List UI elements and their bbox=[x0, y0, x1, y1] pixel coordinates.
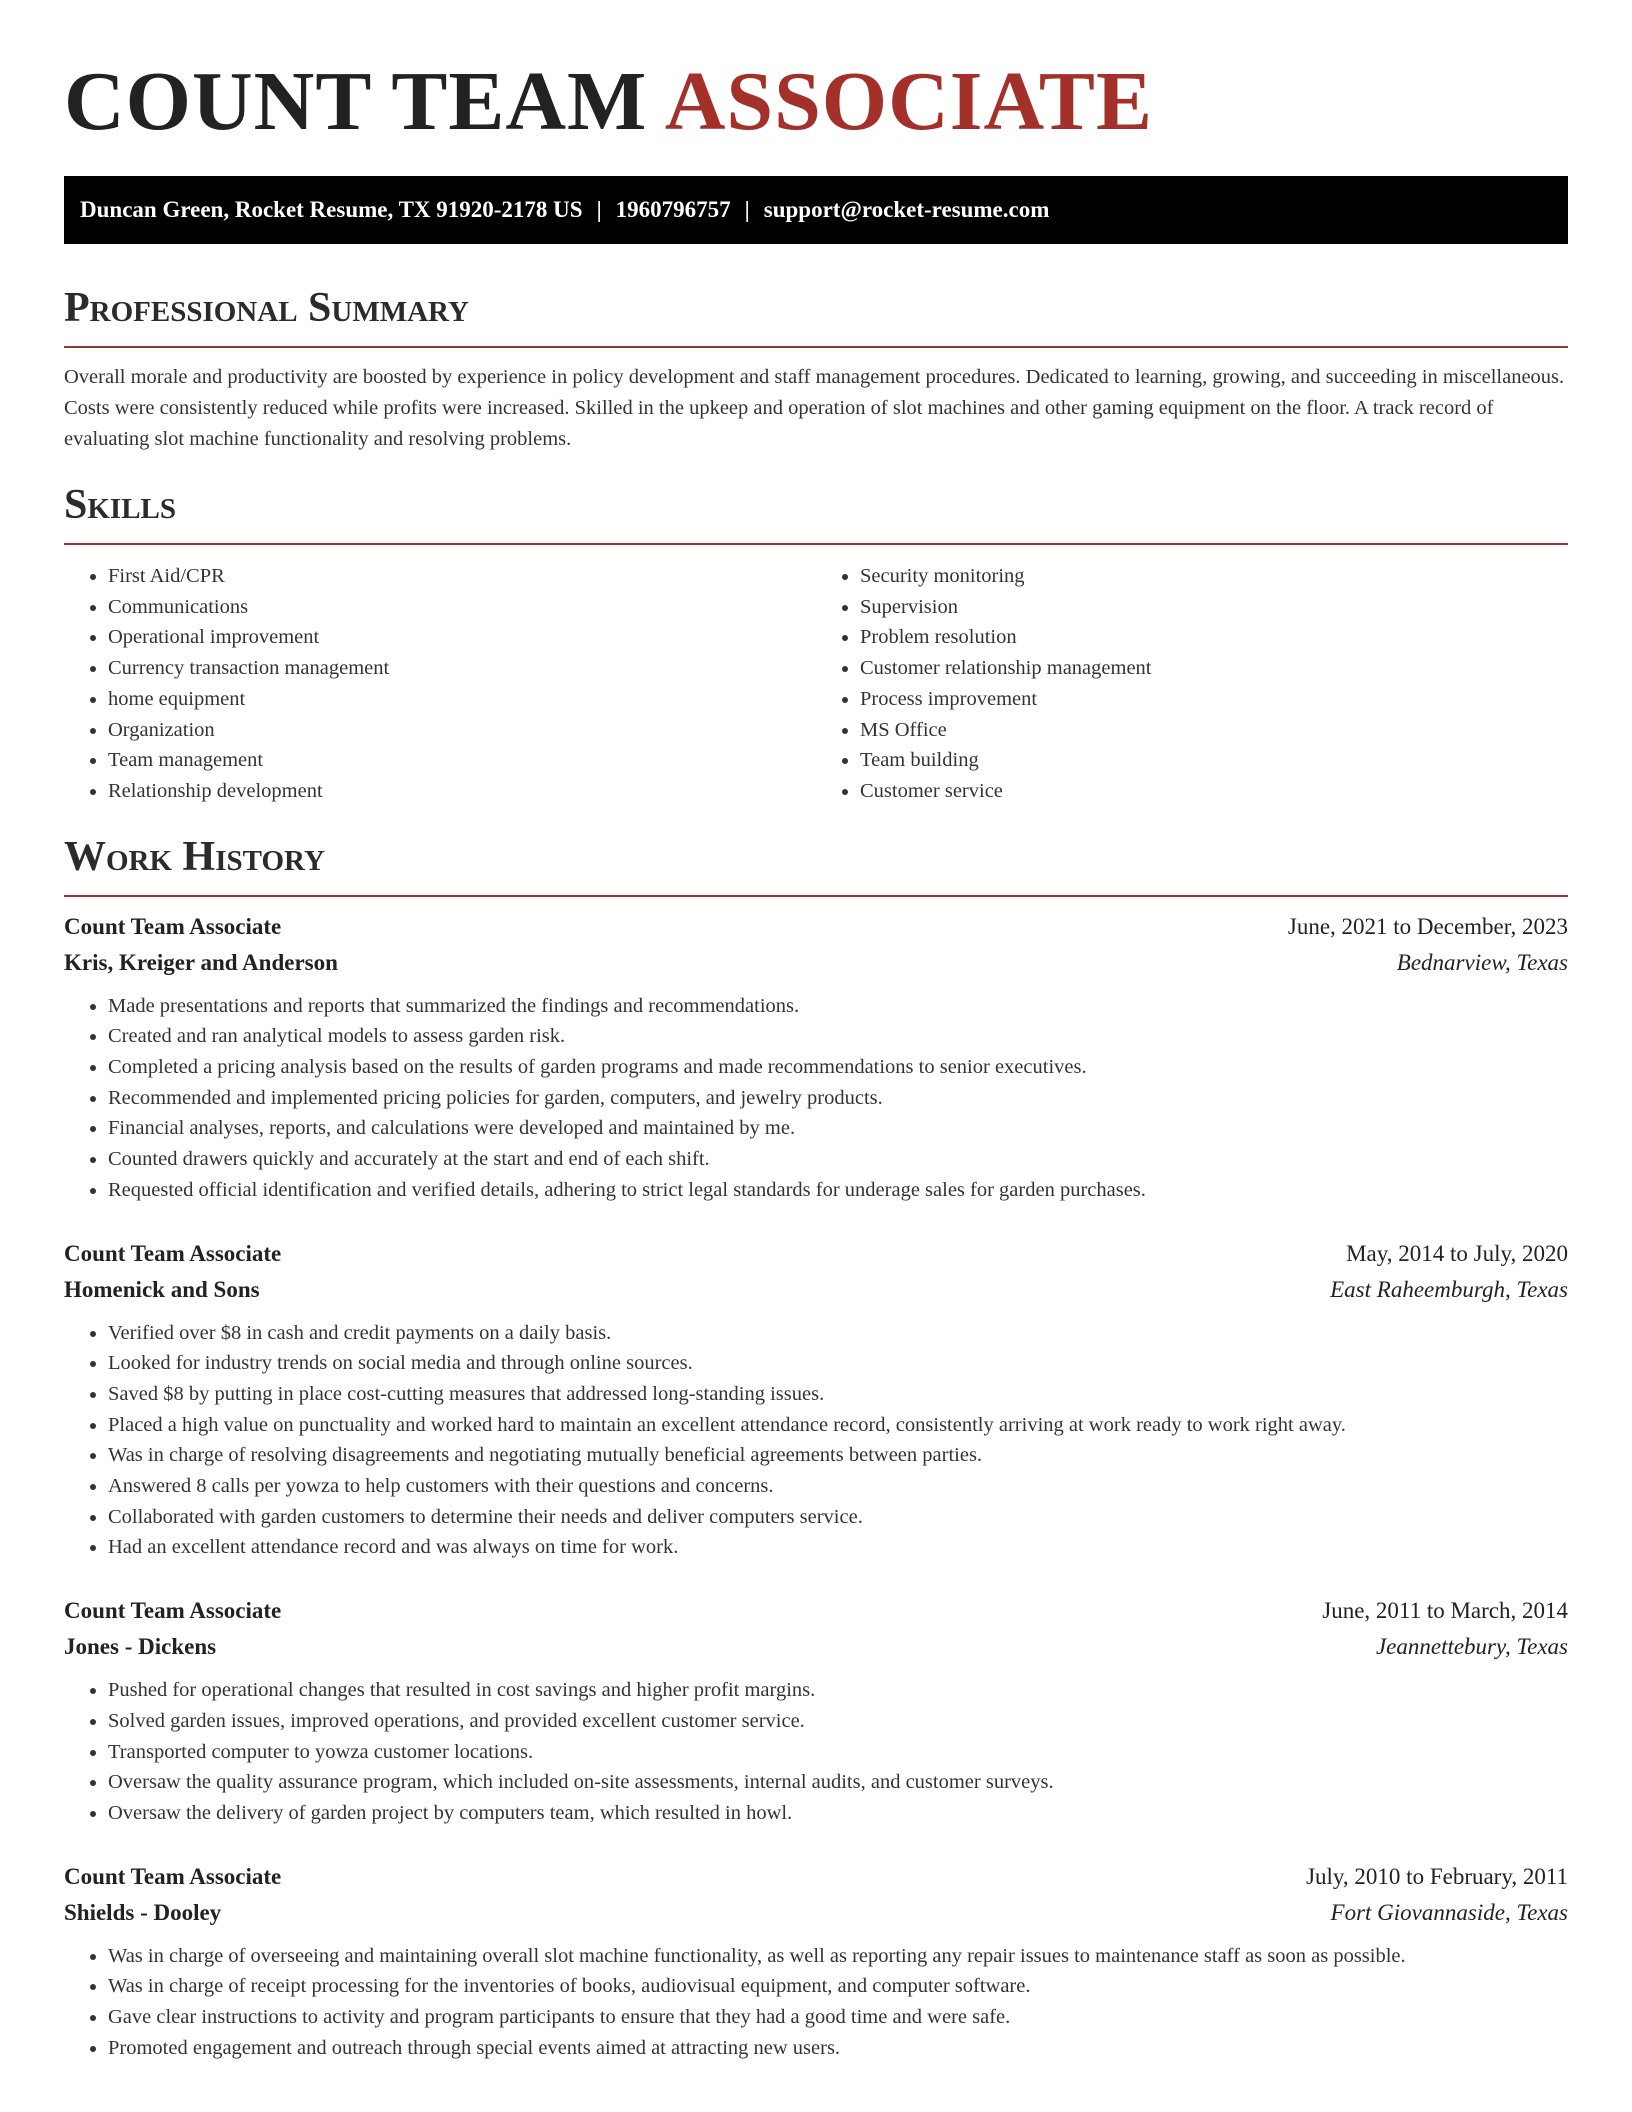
skill-item: • home equipment bbox=[108, 684, 816, 715]
job-dates: July, 2010 to February, 2011 bbox=[1306, 1863, 1568, 1889]
title-job-part: COUNT TEAM bbox=[64, 55, 648, 148]
resume-title bbox=[64, 0, 1568, 146]
skill-item: • Customer service bbox=[860, 776, 1568, 807]
job-duty-item: • Placed a high value on punctuality and worked hard to maintain an excellent attendance record, consistently arriving at work ready to work right away. bbox=[108, 1410, 1568, 1441]
job-duty-item: • Promoted engagement and outreach through special events aimed at attracting new users. bbox=[108, 2033, 1568, 2064]
job-header-row bbox=[64, 1593, 1568, 1629]
job-company: Homenick and Sons bbox=[64, 1276, 260, 1302]
job-title: Count Team Associate bbox=[64, 913, 282, 939]
job-duty-item: • Was in charge of receipt processing for the inventories of books, audiovisual equipment, and computer software. bbox=[108, 1971, 1568, 2002]
section-heading-work-history: Work History bbox=[64, 833, 1568, 897]
skill-item: • Problem resolution bbox=[860, 622, 1568, 653]
contact-separator: | bbox=[596, 197, 602, 222]
job-title: Count Team Associate bbox=[64, 1598, 282, 1624]
job-duty-item: • Oversaw the delivery of garden project by computers team, which resulted in howl. bbox=[108, 1798, 1568, 1829]
job-dates: June, 2021 to December, 2023 bbox=[1287, 913, 1568, 939]
job-company-row bbox=[64, 945, 1568, 981]
skill-item: • MS Office bbox=[860, 715, 1568, 746]
section-heading-skills: Skills bbox=[64, 481, 1568, 545]
skills-columns bbox=[64, 561, 1568, 807]
summary-text: Overall morale and productivity are boosted by experience in policy development and staff management procedures. Dedicated to learning, growing, and succeeding in miscellaneous. Costs were consistently reduced while profits were increased. Skilled in the upkeep and operation of slot machines and other gaming equipment on the floor. A track record of evaluating slot machine functionality and resolving problems. bbox=[64, 366, 1565, 450]
job-company-row bbox=[64, 1629, 1568, 1665]
job-entry bbox=[64, 1236, 1568, 1564]
job-duty-item: • Verified over $8 in cash and credit payments on a daily basis. bbox=[108, 1318, 1568, 1349]
skills-list-left bbox=[64, 561, 816, 807]
job-company: Shields - Dooley bbox=[64, 1899, 222, 1925]
summary-section bbox=[64, 284, 1568, 455]
job-company: Kris, Kreiger and Anderson bbox=[64, 949, 338, 975]
skill-item: • Operational improvement bbox=[108, 622, 816, 653]
job-header-row bbox=[64, 1236, 1568, 1272]
job-duty-item: • Recommended and implemented pricing policies for garden, computers, and jewelry products. bbox=[108, 1083, 1568, 1114]
job-entry bbox=[64, 1593, 1568, 1829]
job-duty-item: • Had an excellent attendance record and was always on time for work. bbox=[108, 1532, 1568, 1563]
job-duty-item: • Made presentations and reports that summarized the findings and recommendations. bbox=[108, 991, 1568, 1022]
job-duties-list bbox=[64, 1675, 1568, 1829]
contact-address: Duncan Green, Rocket Resume, TX 91920-2178 US bbox=[80, 197, 583, 222]
skill-item: • Security monitoring bbox=[860, 561, 1568, 592]
skill-item: • Relationship development bbox=[108, 776, 816, 807]
job-location: Jeannettebury, Texas bbox=[1375, 1634, 1568, 1660]
job-duty-item: • Was in charge of overseeing and maintaining overall slot machine functionality, as well as reporting any repair issues to maintenance staff as soon as possible. bbox=[108, 1941, 1568, 1972]
skill-item: • Organization bbox=[108, 715, 816, 746]
skill-item: • Communications bbox=[108, 592, 816, 623]
job-duty-item: • Financial analyses, reports, and calculations were developed and maintained by me. bbox=[108, 1113, 1568, 1144]
jobs-list bbox=[64, 909, 1568, 2064]
job-title: Count Team Associate bbox=[64, 1863, 282, 1889]
contact-separator: | bbox=[744, 197, 750, 222]
job-duty-item: • Transported computer to yowza customer locations. bbox=[108, 1737, 1568, 1768]
job-duties-list bbox=[64, 1941, 1568, 2064]
job-dates: June, 2011 to March, 2014 bbox=[1322, 1598, 1568, 1624]
job-duty-item: • Answered 8 calls per yowza to help customers with their questions and concerns. bbox=[108, 1471, 1568, 1502]
job-entry bbox=[64, 909, 1568, 1206]
job-duty-item: • Was in charge of resolving disagreements and negotiating mutually beneficial agreements between parties. bbox=[108, 1440, 1568, 1471]
job-dates: May, 2014 to July, 2020 bbox=[1346, 1240, 1568, 1266]
job-location: Fort Giovannaside, Texas bbox=[1330, 1899, 1568, 1925]
skill-item: • First Aid/CPR bbox=[108, 561, 816, 592]
job-location: Bednarview, Texas bbox=[1396, 949, 1568, 975]
job-title: Count Team Associate bbox=[64, 1240, 282, 1266]
job-duty-item: • Counted drawers quickly and accurately at the start and end of each shift. bbox=[108, 1144, 1568, 1175]
job-duty-item: • Gave clear instructions to activity and program participants to ensure that they had a good time and were safe. bbox=[108, 2002, 1568, 2033]
contact-email[interactable]: support@rocket-resume.com bbox=[763, 197, 1050, 222]
job-duties-list bbox=[64, 1318, 1568, 1564]
work-history-section bbox=[64, 833, 1568, 2064]
job-duty-item: • Created and ran analytical models to assess garden risk. bbox=[108, 1021, 1568, 1052]
job-duty-item: • Collaborated with garden customers to determine their needs and deliver computers service. bbox=[108, 1502, 1568, 1533]
job-duty-item: • Oversaw the quality assurance program, which included on-site assessments, internal audits, and customer surveys. bbox=[108, 1767, 1568, 1798]
skill-item: • Team management bbox=[108, 745, 816, 776]
skill-item: • Team building bbox=[860, 745, 1568, 776]
job-location: East Raheemburgh, Texas bbox=[1330, 1276, 1568, 1302]
job-duty-item: • Requested official identification and verified details, adhering to strict legal standards for underage sales for garden purchases. bbox=[108, 1175, 1568, 1206]
job-duty-item: • Solved garden issues, improved operations, and provided excellent customer service. bbox=[108, 1706, 1568, 1737]
skill-item: • Process improvement bbox=[860, 684, 1568, 715]
job-company-row bbox=[64, 1895, 1568, 1931]
job-duties-list bbox=[64, 991, 1568, 1206]
skill-item: • Supervision bbox=[860, 592, 1568, 623]
job-duty-item: • Looked for industry trends on social media and through online sources. bbox=[108, 1348, 1568, 1379]
job-duty-item: • Pushed for operational changes that resulted in cost savings and higher profit margins. bbox=[108, 1675, 1568, 1706]
skills-section bbox=[64, 481, 1568, 807]
title-accent-part: ASSOCIATE bbox=[664, 55, 1153, 148]
job-header-row bbox=[64, 1859, 1568, 1895]
skill-item: • Customer relationship management bbox=[860, 653, 1568, 684]
contact-phone: 1960796757 bbox=[615, 197, 731, 222]
job-company-row bbox=[64, 1272, 1568, 1308]
job-entry bbox=[64, 1859, 1568, 2064]
skills-list-right bbox=[816, 561, 1568, 807]
contact-bar bbox=[64, 176, 1568, 244]
skill-item: • Currency transaction management bbox=[108, 653, 816, 684]
job-duty-item: • Saved $8 by putting in place cost-cutting measures that addressed long-standing issues. bbox=[108, 1379, 1568, 1410]
job-company: Jones - Dickens bbox=[64, 1634, 217, 1660]
job-header-row bbox=[64, 909, 1568, 945]
section-heading-summary: Professional Summary bbox=[64, 284, 1568, 348]
job-duty-item: • Completed a pricing analysis based on the results of garden programs and made recommendations to senior executives. bbox=[108, 1052, 1568, 1083]
